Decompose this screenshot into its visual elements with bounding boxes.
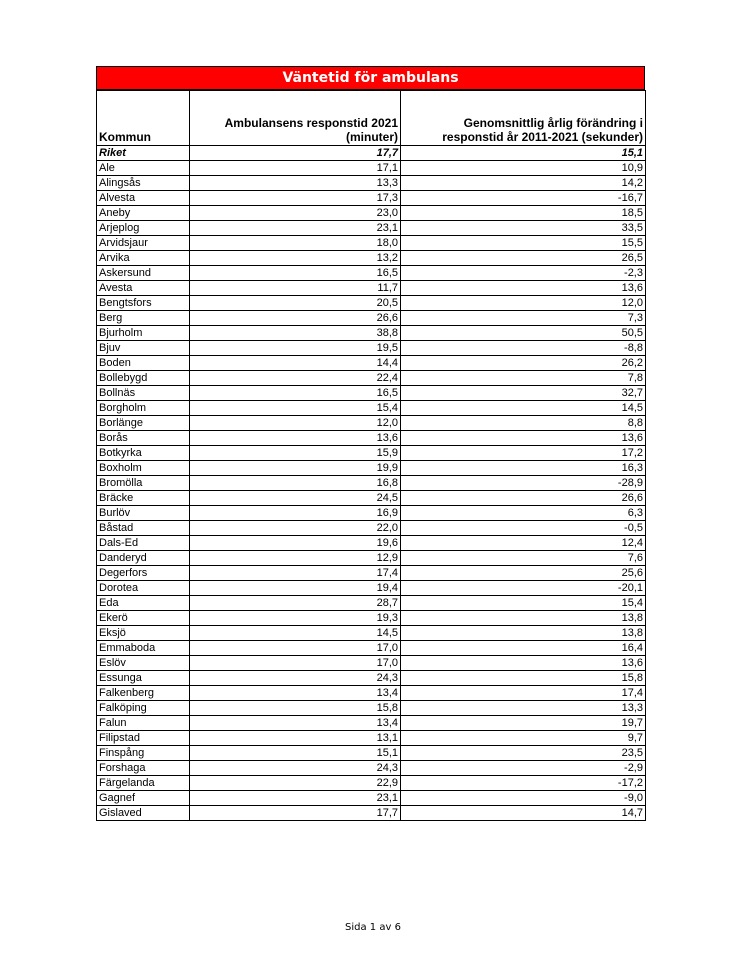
annual-change: 13,8 bbox=[401, 611, 646, 626]
response-time: 17,7 bbox=[190, 806, 401, 821]
response-time: 11,7 bbox=[190, 281, 401, 296]
response-time: 16,5 bbox=[190, 386, 401, 401]
table-row bbox=[97, 236, 646, 251]
response-time: 15,8 bbox=[190, 701, 401, 716]
table-row bbox=[97, 356, 646, 371]
response-time: 24,3 bbox=[190, 671, 401, 686]
kommun-name: Båstad bbox=[97, 521, 190, 536]
table-row bbox=[97, 716, 646, 731]
response-time: 22,4 bbox=[190, 371, 401, 386]
response-time: 16,9 bbox=[190, 506, 401, 521]
annual-change: 50,5 bbox=[401, 326, 646, 341]
kommun-name: Bromölla bbox=[97, 476, 190, 491]
table-row bbox=[97, 401, 646, 416]
kommun-name: Dorotea bbox=[97, 581, 190, 596]
kommun-name: Finspång bbox=[97, 746, 190, 761]
annual-change: 13,6 bbox=[401, 656, 646, 671]
response-time: 13,1 bbox=[190, 731, 401, 746]
table-row bbox=[97, 161, 646, 176]
annual-change: 19,7 bbox=[401, 716, 646, 731]
kommun-name: Emmaboda bbox=[97, 641, 190, 656]
annual-change: 6,3 bbox=[401, 506, 646, 521]
kommun-name: Alingsås bbox=[97, 176, 190, 191]
table-row bbox=[97, 761, 646, 776]
annual-change: 26,6 bbox=[401, 491, 646, 506]
kommun-name: Eslöv bbox=[97, 656, 190, 671]
annual-change: 8,8 bbox=[401, 416, 646, 431]
table-body bbox=[97, 146, 646, 821]
annual-change: -0,5 bbox=[401, 521, 646, 536]
kommun-name: Ekerö bbox=[97, 611, 190, 626]
response-time: 15,4 bbox=[190, 401, 401, 416]
table-row bbox=[97, 476, 646, 491]
annual-change: 18,5 bbox=[401, 206, 646, 221]
table-row bbox=[97, 566, 646, 581]
annual-change: 16,4 bbox=[401, 641, 646, 656]
table-row bbox=[97, 251, 646, 266]
page-footer: Sida 1 av 6 bbox=[345, 922, 401, 933]
kommun-name: Gislaved bbox=[97, 806, 190, 821]
response-time: 12,0 bbox=[190, 416, 401, 431]
kommun-name: Bollebygd bbox=[97, 371, 190, 386]
annual-change: -8,8 bbox=[401, 341, 646, 356]
table-row bbox=[97, 521, 646, 536]
annual-change: -17,2 bbox=[401, 776, 646, 791]
annual-change: 14,7 bbox=[401, 806, 646, 821]
table-row bbox=[97, 431, 646, 446]
kommun-name: Bengtsfors bbox=[97, 296, 190, 311]
header-response-time: Ambulansens responstid 2021 (minuter) bbox=[190, 91, 401, 146]
table-row bbox=[97, 386, 646, 401]
table-row bbox=[97, 371, 646, 386]
annual-change: 33,5 bbox=[401, 221, 646, 236]
table-row bbox=[97, 266, 646, 281]
kommun-name: Ale bbox=[97, 161, 190, 176]
annual-change: 25,6 bbox=[401, 566, 646, 581]
table-title: Väntetid för ambulans bbox=[96, 66, 645, 90]
kommun-name: Arvidsjaur bbox=[97, 236, 190, 251]
table-row bbox=[97, 746, 646, 761]
table-row bbox=[97, 806, 646, 821]
table-row bbox=[97, 536, 646, 551]
response-time: 19,6 bbox=[190, 536, 401, 551]
table-row bbox=[97, 416, 646, 431]
kommun-name: Arjeplog bbox=[97, 221, 190, 236]
kommun-name: Bräcke bbox=[97, 491, 190, 506]
riket-row bbox=[97, 146, 646, 161]
table-row bbox=[97, 596, 646, 611]
response-time: 17,3 bbox=[190, 191, 401, 206]
annual-change: 23,5 bbox=[401, 746, 646, 761]
annual-change: 7,3 bbox=[401, 311, 646, 326]
table-row bbox=[97, 641, 646, 656]
table-row bbox=[97, 446, 646, 461]
table-row bbox=[97, 191, 646, 206]
response-time-table bbox=[96, 90, 646, 821]
response-time: 28,7 bbox=[190, 596, 401, 611]
annual-change: 17,2 bbox=[401, 446, 646, 461]
table-row bbox=[97, 206, 646, 221]
annual-change: 13,8 bbox=[401, 626, 646, 641]
kommun-name: Degerfors bbox=[97, 566, 190, 581]
annual-change: 13,6 bbox=[401, 281, 646, 296]
response-time: 15,9 bbox=[190, 446, 401, 461]
response-time: 13,3 bbox=[190, 176, 401, 191]
table-row bbox=[97, 551, 646, 566]
riket-time: 17,7 bbox=[190, 146, 401, 161]
kommun-name: Falun bbox=[97, 716, 190, 731]
table-row bbox=[97, 176, 646, 191]
kommun-name: Bjuv bbox=[97, 341, 190, 356]
table-row bbox=[97, 656, 646, 671]
table-row bbox=[97, 281, 646, 296]
kommun-name: Arvika bbox=[97, 251, 190, 266]
table-row bbox=[97, 221, 646, 236]
table-row bbox=[97, 581, 646, 596]
annual-change: -16,7 bbox=[401, 191, 646, 206]
kommun-name: Forshaga bbox=[97, 761, 190, 776]
annual-change: 12,0 bbox=[401, 296, 646, 311]
annual-change: 17,4 bbox=[401, 686, 646, 701]
annual-change: 9,7 bbox=[401, 731, 646, 746]
kommun-name: Boden bbox=[97, 356, 190, 371]
header-kommun: Kommun bbox=[97, 91, 190, 146]
annual-change: 26,2 bbox=[401, 356, 646, 371]
response-time: 23,1 bbox=[190, 791, 401, 806]
response-time: 24,5 bbox=[190, 491, 401, 506]
response-time: 23,1 bbox=[190, 221, 401, 236]
response-time: 24,3 bbox=[190, 761, 401, 776]
kommun-name: Danderyd bbox=[97, 551, 190, 566]
table-row bbox=[97, 731, 646, 746]
table-row bbox=[97, 791, 646, 806]
annual-change: 12,4 bbox=[401, 536, 646, 551]
kommun-name: Falköping bbox=[97, 701, 190, 716]
response-time: 13,4 bbox=[190, 716, 401, 731]
riket-name: Riket bbox=[97, 146, 190, 161]
response-time: 14,4 bbox=[190, 356, 401, 371]
response-time: 26,6 bbox=[190, 311, 401, 326]
annual-change: 7,6 bbox=[401, 551, 646, 566]
response-time: 19,4 bbox=[190, 581, 401, 596]
response-time: 13,6 bbox=[190, 431, 401, 446]
response-time: 14,5 bbox=[190, 626, 401, 641]
kommun-name: Aneby bbox=[97, 206, 190, 221]
annual-change: 14,2 bbox=[401, 176, 646, 191]
kommun-name: Eda bbox=[97, 596, 190, 611]
response-time: 16,8 bbox=[190, 476, 401, 491]
annual-change: -9,0 bbox=[401, 791, 646, 806]
annual-change: 14,5 bbox=[401, 401, 646, 416]
response-time: 12,9 bbox=[190, 551, 401, 566]
annual-change: 10,9 bbox=[401, 161, 646, 176]
table-row bbox=[97, 296, 646, 311]
annual-change: -2,9 bbox=[401, 761, 646, 776]
kommun-name: Borgholm bbox=[97, 401, 190, 416]
kommun-name: Bollnäs bbox=[97, 386, 190, 401]
report-sheet bbox=[96, 66, 645, 821]
annual-change: 15,4 bbox=[401, 596, 646, 611]
response-time: 17,0 bbox=[190, 641, 401, 656]
response-time: 16,5 bbox=[190, 266, 401, 281]
kommun-name: Boxholm bbox=[97, 461, 190, 476]
annual-change: 15,8 bbox=[401, 671, 646, 686]
annual-change: 16,3 bbox=[401, 461, 646, 476]
table-row bbox=[97, 626, 646, 641]
response-time: 18,0 bbox=[190, 236, 401, 251]
table-row bbox=[97, 506, 646, 521]
response-time: 38,8 bbox=[190, 326, 401, 341]
response-time: 17,4 bbox=[190, 566, 401, 581]
table-row bbox=[97, 341, 646, 356]
response-time: 13,4 bbox=[190, 686, 401, 701]
annual-change: 7,8 bbox=[401, 371, 646, 386]
response-time: 22,9 bbox=[190, 776, 401, 791]
kommun-name: Gagnef bbox=[97, 791, 190, 806]
kommun-name: Botkyrka bbox=[97, 446, 190, 461]
annual-change: 13,6 bbox=[401, 431, 646, 446]
kommun-name: Berg bbox=[97, 311, 190, 326]
table-row bbox=[97, 776, 646, 791]
annual-change: 15,5 bbox=[401, 236, 646, 251]
response-time: 13,2 bbox=[190, 251, 401, 266]
kommun-name: Borås bbox=[97, 431, 190, 446]
kommun-name: Avesta bbox=[97, 281, 190, 296]
riket-change: 15,1 bbox=[401, 146, 646, 161]
kommun-name: Alvesta bbox=[97, 191, 190, 206]
response-time: 19,3 bbox=[190, 611, 401, 626]
response-time: 20,5 bbox=[190, 296, 401, 311]
table-row bbox=[97, 311, 646, 326]
annual-change: 32,7 bbox=[401, 386, 646, 401]
kommun-name: Filipstad bbox=[97, 731, 190, 746]
annual-change: -20,1 bbox=[401, 581, 646, 596]
kommun-name: Essunga bbox=[97, 671, 190, 686]
response-time: 17,0 bbox=[190, 656, 401, 671]
kommun-name: Borlänge bbox=[97, 416, 190, 431]
annual-change: -28,9 bbox=[401, 476, 646, 491]
kommun-name: Dals-Ed bbox=[97, 536, 190, 551]
kommun-name: Askersund bbox=[97, 266, 190, 281]
kommun-name: Falkenberg bbox=[97, 686, 190, 701]
table-row bbox=[97, 686, 646, 701]
annual-change: -2,3 bbox=[401, 266, 646, 281]
kommun-name: Bjurholm bbox=[97, 326, 190, 341]
response-time: 23,0 bbox=[190, 206, 401, 221]
kommun-name: Färgelanda bbox=[97, 776, 190, 791]
response-time: 22,0 bbox=[190, 521, 401, 536]
table-row bbox=[97, 491, 646, 506]
annual-change: 13,3 bbox=[401, 701, 646, 716]
response-time: 17,1 bbox=[190, 161, 401, 176]
table-row bbox=[97, 671, 646, 686]
table-row bbox=[97, 611, 646, 626]
annual-change: 26,5 bbox=[401, 251, 646, 266]
response-time: 15,1 bbox=[190, 746, 401, 761]
response-time: 19,9 bbox=[190, 461, 401, 476]
table-row bbox=[97, 701, 646, 716]
table-row bbox=[97, 326, 646, 341]
response-time: 19,5 bbox=[190, 341, 401, 356]
kommun-name: Burlöv bbox=[97, 506, 190, 521]
header-row bbox=[97, 91, 646, 146]
header-annual-change: Genomsnittlig årlig förändring i responstid år 2011-2021 (sekunder) bbox=[401, 91, 646, 146]
table-row bbox=[97, 461, 646, 476]
kommun-name: Eksjö bbox=[97, 626, 190, 641]
